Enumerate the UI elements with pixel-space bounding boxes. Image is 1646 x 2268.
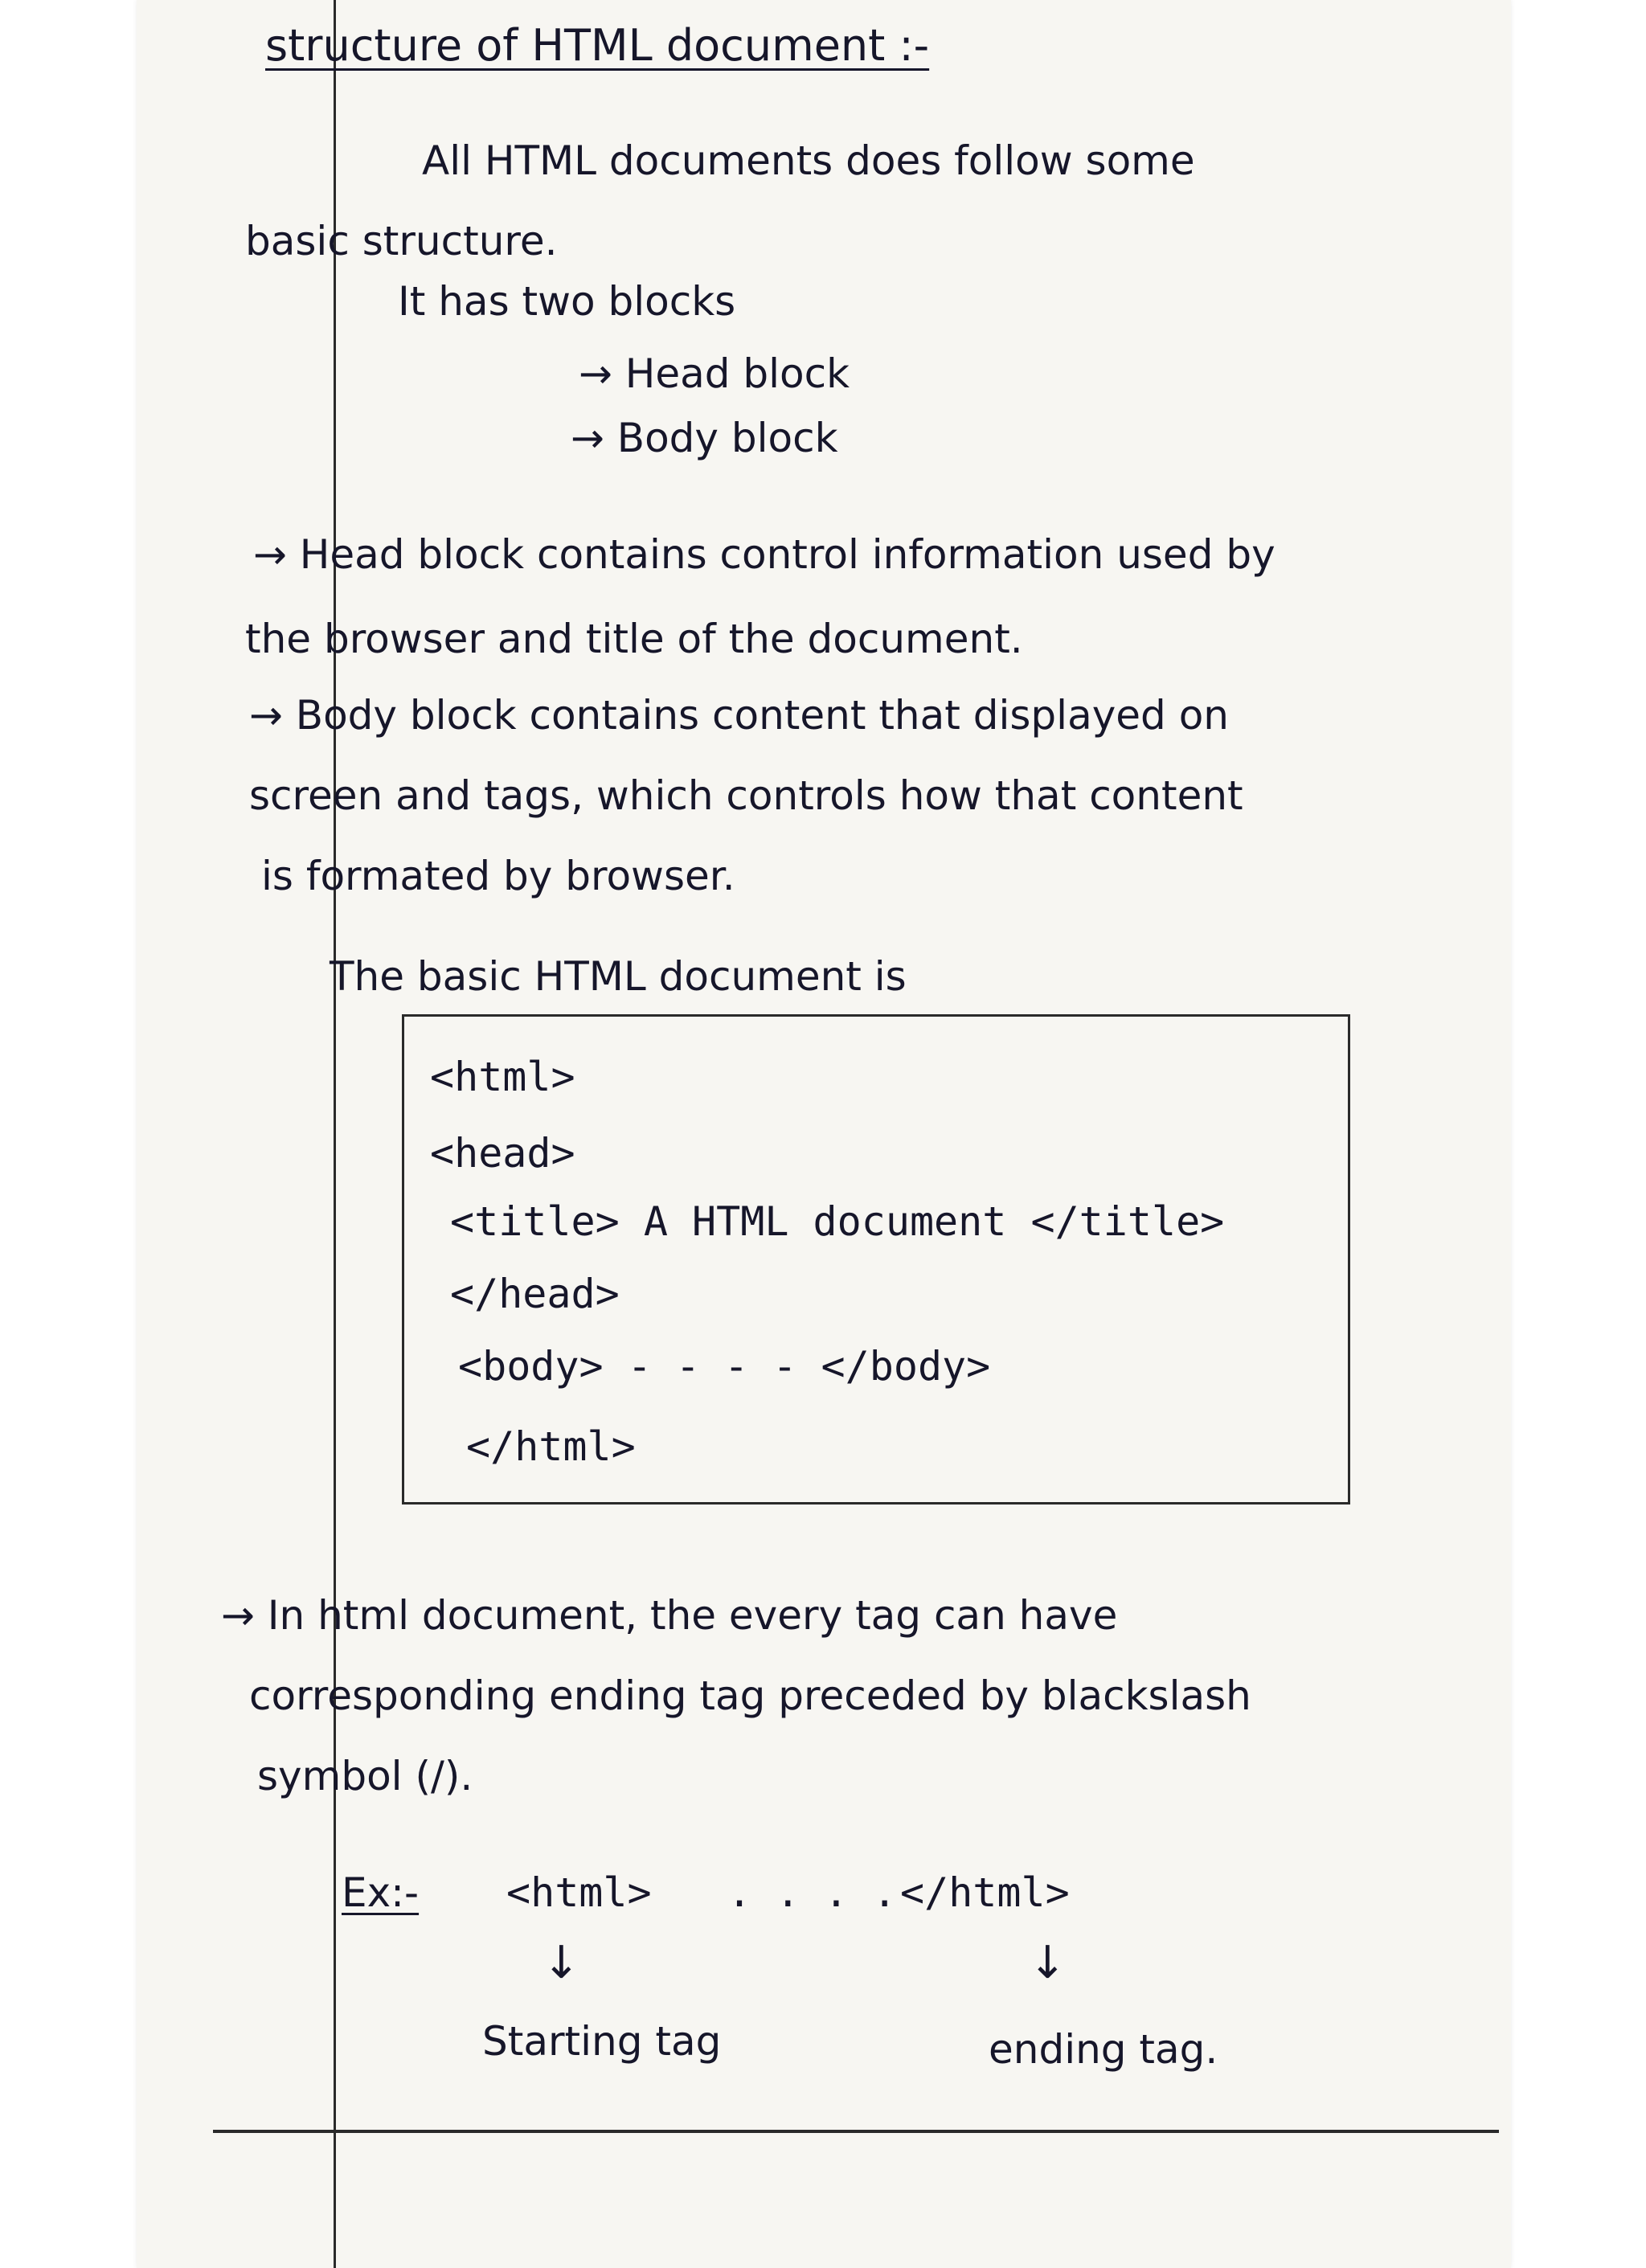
head-block-item: → Head block [579, 350, 850, 397]
code-line-head-close: </head> [450, 1271, 620, 1317]
code-line-body: <body> - - - - </body> [458, 1343, 991, 1390]
ending-tag-caption: ending tag. [989, 2026, 1218, 2073]
code-line-title: <title> A HTML document </title> [450, 1198, 1225, 1245]
head-desc-line-2: the browser and title of the document. [245, 616, 1023, 662]
code-line-head-open: <head> [430, 1130, 575, 1177]
bottom-rule [213, 2130, 1499, 2133]
basic-doc-label: The basic HTML document is [330, 953, 907, 1000]
ending-desc-line-3: symbol (/). [257, 1753, 473, 1799]
code-line-html-open: <html> [430, 1054, 575, 1100]
intro-line-1: All HTML documents does follow some [422, 137, 1195, 184]
ending-desc-line-2: corresponding ending tag preceded by blackslash [249, 1672, 1251, 1719]
starting-tag-caption: Starting tag [482, 2018, 722, 2065]
intro-line-3: It has two blocks [398, 278, 736, 325]
ending-desc-line-1: → In html document, the every tag can have [221, 1592, 1118, 1639]
head-desc-line-1: → Head block contains control information used by [253, 531, 1275, 578]
body-desc-line-3: is formated by browser. [261, 853, 735, 899]
example-start-tag: <html> [506, 1869, 652, 1916]
margin-line [334, 0, 336, 2268]
example-end-tag: </html> [900, 1869, 1070, 1916]
body-desc-line-2: screen and tags, which controls how that content [249, 772, 1243, 819]
example-dots: . . . . [727, 1869, 897, 1916]
body-desc-line-1: → Body block contains content that displayed on [249, 692, 1229, 739]
down-arrow-icon: ↓ [1029, 1937, 1067, 1989]
code-line-html-close: </html> [466, 1423, 636, 1470]
down-arrow-icon: ↓ [543, 1937, 580, 1989]
page-title: structure of HTML document :- [265, 20, 930, 71]
intro-line-2: basic structure. [245, 218, 558, 264]
example-label: Ex:- [342, 1869, 420, 1916]
body-block-item: → Body block [571, 415, 838, 461]
